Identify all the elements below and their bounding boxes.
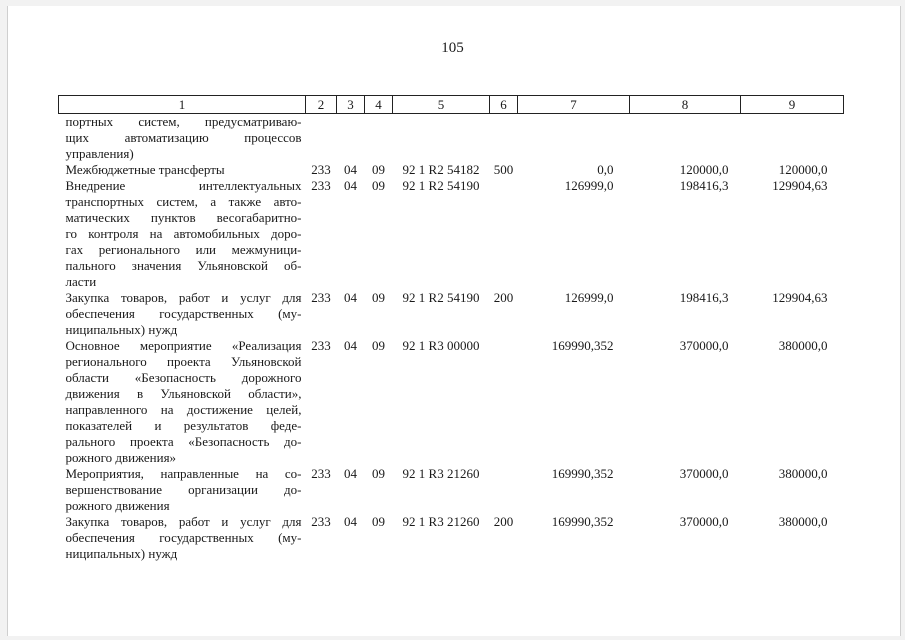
amount-col-7: 126999,0 bbox=[564, 290, 614, 305]
subchapter-code: 09 bbox=[372, 290, 385, 305]
row-name-cell bbox=[59, 466, 306, 514]
amount-col-7: 169990,352 bbox=[551, 514, 614, 529]
subchapter-code bbox=[365, 114, 393, 163]
subchapter-code: 09 bbox=[372, 338, 385, 353]
row-name-cell bbox=[59, 114, 306, 163]
table-row bbox=[59, 162, 844, 178]
chapter-code: 04 bbox=[344, 178, 357, 193]
amount-col-8: 370000,0 bbox=[679, 338, 729, 353]
row-name-line: движения в Ульяновской области», bbox=[65, 386, 302, 401]
expense-type-code bbox=[490, 338, 518, 466]
amount-col-7: 169990,352 bbox=[551, 338, 614, 353]
row-name-line: пального значения Ульяновской об- bbox=[65, 258, 302, 273]
amount-col-7 bbox=[518, 114, 630, 163]
expense-type-code bbox=[490, 178, 518, 290]
subchapter-code: 09 bbox=[372, 162, 385, 177]
row-name-line: управления) bbox=[65, 146, 134, 161]
table-row bbox=[59, 466, 844, 514]
subchapter-code: 09 bbox=[372, 466, 385, 481]
row-name-line: го контроля на автомобильных доро- bbox=[65, 226, 302, 241]
amount-col-9: 380000,0 bbox=[778, 338, 828, 353]
row-name-cell bbox=[59, 162, 306, 178]
row-name-line: вершенствование организации до- bbox=[65, 482, 302, 497]
row-name-line: обеспечения государственных (му- bbox=[65, 530, 302, 545]
amount-col-7: 169990,352 bbox=[551, 466, 614, 481]
row-name-cell bbox=[59, 514, 306, 562]
amount-col-8: 198416,3 bbox=[679, 178, 729, 193]
column-header-5: 5 bbox=[393, 96, 490, 114]
section-code: 233 bbox=[311, 178, 331, 193]
column-header-7: 7 bbox=[518, 96, 630, 114]
expense-type-code: 200 bbox=[493, 290, 514, 305]
section-code: 233 bbox=[311, 466, 331, 481]
table-row bbox=[59, 290, 844, 338]
column-header-6: 6 bbox=[490, 96, 518, 114]
column-header-1: 1 bbox=[59, 96, 306, 114]
row-name-cell bbox=[59, 178, 306, 290]
row-name-line: портных систем, предусматриваю- bbox=[65, 114, 302, 129]
table-row bbox=[59, 114, 844, 163]
section-code: 233 bbox=[311, 290, 331, 305]
chapter-code: 04 bbox=[344, 162, 357, 177]
row-name-line: ниципальных) нужд bbox=[65, 322, 178, 337]
amount-col-9: 380000,0 bbox=[778, 466, 828, 481]
row-name-cell bbox=[59, 290, 306, 338]
row-name-line: матических пунктов весогабаритно- bbox=[65, 210, 302, 225]
row-name-line: Закупка товаров, работ и услуг для bbox=[65, 514, 302, 529]
row-name-line: направленного на достижение целей, bbox=[65, 402, 302, 417]
subchapter-code: 09 bbox=[372, 178, 385, 193]
target-article-code: 92 1 R3 00000 bbox=[402, 338, 480, 353]
amount-col-9: 129904,63 bbox=[772, 178, 828, 193]
budget-table bbox=[58, 95, 844, 562]
target-article-code: 92 1 R2 54190 bbox=[402, 178, 480, 193]
amount-col-8: 370000,0 bbox=[679, 466, 729, 481]
table-row bbox=[59, 178, 844, 290]
row-name-line: транспортных систем, а также авто- bbox=[65, 194, 302, 209]
row-name-line: ниципальных) нужд bbox=[65, 546, 178, 561]
row-name-cell bbox=[59, 338, 306, 466]
header-row bbox=[59, 96, 844, 114]
row-name-line: рожного движения» bbox=[65, 450, 177, 465]
expense-type-code bbox=[490, 466, 518, 514]
row-name-line: Межбюджетные трансферты bbox=[65, 162, 225, 177]
amount-col-8: 198416,3 bbox=[679, 290, 729, 305]
target-article-code bbox=[393, 114, 490, 163]
table-row bbox=[59, 338, 844, 466]
amount-col-9: 129904,63 bbox=[772, 290, 828, 305]
table-body bbox=[59, 114, 844, 563]
row-name-line: обеспечения государственных (му- bbox=[65, 306, 302, 321]
column-header-4: 4 bbox=[365, 96, 393, 114]
row-name-line: области «Безопасность дорожного bbox=[65, 370, 302, 385]
row-name-line: показателей и результатов феде- bbox=[65, 418, 302, 433]
row-name-line: регионального проекта Ульяновской bbox=[65, 354, 302, 369]
amount-col-7: 0,0 bbox=[597, 162, 614, 177]
chapter-code: 04 bbox=[344, 514, 357, 529]
target-article-code: 92 1 R3 21260 bbox=[402, 466, 480, 481]
amount-col-9: 380000,0 bbox=[778, 514, 828, 529]
amount-col-8: 370000,0 bbox=[679, 514, 729, 529]
chapter-code: 04 bbox=[344, 290, 357, 305]
expense-type-code: 200 bbox=[493, 514, 514, 529]
section-code bbox=[306, 114, 337, 163]
chapter-code: 04 bbox=[344, 338, 357, 353]
column-header-9: 9 bbox=[741, 96, 844, 114]
target-article-code: 92 1 R2 54190 bbox=[402, 290, 480, 305]
row-name-line: Внедрение интеллектуальных bbox=[65, 178, 302, 193]
amount-col-8: 120000,0 bbox=[679, 162, 729, 177]
row-name-line: Основное мероприятие «Реализация bbox=[65, 338, 302, 353]
chapter-code: 04 bbox=[344, 466, 357, 481]
amount-col-7: 126999,0 bbox=[564, 178, 614, 193]
target-article-code: 92 1 R3 21260 bbox=[402, 514, 480, 529]
section-code: 233 bbox=[311, 338, 331, 353]
page-number: 105 bbox=[441, 40, 464, 56]
row-name-line: рального проекта «Безопасность до- bbox=[65, 434, 302, 449]
target-article-code: 92 1 R2 54182 bbox=[402, 162, 480, 177]
subchapter-code: 09 bbox=[372, 514, 385, 529]
row-name-line: рожного движения bbox=[65, 498, 170, 513]
row-name-line: ласти bbox=[65, 274, 97, 289]
table-row bbox=[59, 514, 844, 562]
column-header-3: 3 bbox=[337, 96, 365, 114]
chapter-code bbox=[337, 114, 365, 163]
section-code: 233 bbox=[311, 162, 331, 177]
section-code: 233 bbox=[311, 514, 331, 529]
expense-type-code: 500 bbox=[493, 162, 514, 177]
column-header-2: 2 bbox=[306, 96, 337, 114]
row-name-line: гах регионального или межмуници- bbox=[65, 242, 302, 257]
row-name-line: Закупка товаров, работ и услуг для bbox=[65, 290, 302, 305]
row-name-line: щих автоматизацию процессов bbox=[65, 130, 302, 145]
column-header-8: 8 bbox=[630, 96, 741, 114]
amount-col-9 bbox=[741, 114, 844, 163]
amount-col-9: 120000,0 bbox=[778, 162, 828, 177]
table-header bbox=[59, 96, 844, 114]
amount-col-8 bbox=[630, 114, 741, 163]
expense-type-code bbox=[490, 114, 518, 163]
row-name-line: Мероприятия, направленные на со- bbox=[65, 466, 302, 481]
